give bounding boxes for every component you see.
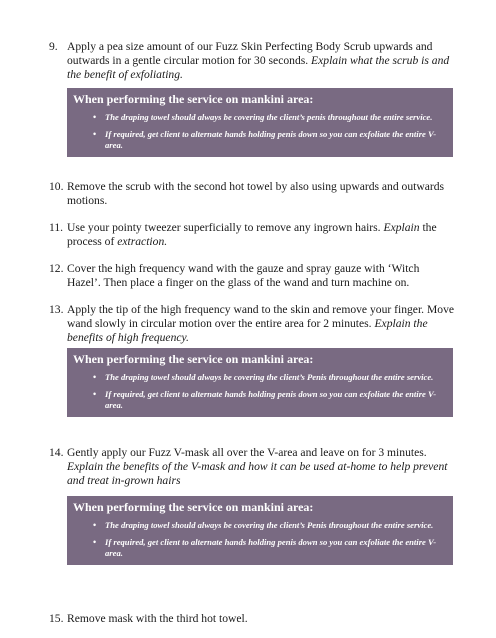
step-12 [49, 262, 454, 290]
step-number: 12. [49, 262, 64, 275]
step-text: Cover the high frequency wand with the gauze and spray gauze with ‘Witch Hazel’. Then place a finger on the glass of the wand and turn machine on. [67, 262, 420, 289]
step-italic-text: Explain the benefits of high frequency. [67, 317, 428, 344]
service-note-heading: When performing the service on mankini area: [73, 500, 314, 514]
step-text: Use your pointy tweezer superficially to remove any ingrown hairs. [67, 221, 384, 234]
service-note-item: • If required, get client to alternate hands holding penis down so you can exfoliate the entire V-area. [93, 129, 437, 150]
step-italic-text: Explain [383, 221, 420, 234]
bullet-icon: • [93, 520, 97, 530]
step-14 [49, 446, 454, 488]
service-note-box [67, 88, 453, 157]
step-text: Apply the tip of the high frequency wand to the skin and remove your finger. Move wand slowly in circular motion over the entire area for 2 minutes. [67, 303, 455, 330]
step-text: Apply a pea size amount of our Fuzz Skin Perfecting Body Scrub upwards and outwards in a gentle circular motion for 30 seconds. [67, 40, 433, 67]
step-10 [49, 180, 454, 208]
step-11 [49, 221, 454, 249]
step-number: 11. [49, 221, 64, 234]
bullet-icon: • [93, 389, 97, 399]
service-note-item: • If required, get client to alternate hands holding penis down so you can exfoliate the entire V-area. [93, 537, 437, 558]
step-number: 14. [49, 446, 64, 459]
service-note-item: • If required, get client to alternate hands holding penis down so you can exfoliate the entire V-area. [93, 389, 437, 410]
step-number: 15. [49, 612, 64, 625]
step-9 [49, 40, 454, 82]
service-note-list [73, 112, 447, 151]
step-13 [49, 303, 454, 345]
step-italic-text: Explain what the scrub is and the benefit of exfoliating. [67, 54, 450, 81]
service-note-item: • The draping towel should always be covering the client’s Penis throughout the entire service. [93, 372, 434, 382]
step-italic-text: Explain the benefits of the V-mask and how it can be used at-home to help prevent and treat in-grown hairs [67, 460, 448, 487]
service-note-heading: When performing the service on mankini area: [73, 92, 314, 106]
bullet-icon: • [93, 129, 97, 139]
step-text: Remove the scrub with the second hot towel by also using upwards and outwards motions. [67, 180, 445, 207]
step-number: 10. [49, 180, 64, 193]
service-note-box [67, 496, 453, 565]
step-text-continued: the process of [67, 221, 437, 248]
bullet-icon: • [93, 537, 97, 547]
service-note-list [73, 520, 447, 559]
service-note-box [67, 348, 453, 417]
step-italic-text-continued: extraction. [117, 235, 168, 248]
bullet-icon: • [93, 112, 97, 122]
service-note-heading: When performing the service on mankini area: [73, 352, 314, 366]
service-note-item: • The draping towel should always be covering the client’s penis throughout the entire service. [93, 112, 433, 122]
bullet-icon: • [93, 372, 97, 382]
service-note-list [73, 372, 447, 411]
step-15 [49, 612, 454, 626]
step-number: 13. [49, 303, 64, 316]
step-text: Gently apply our Fuzz V-mask all over the V-area and leave on for 3 minutes. [67, 446, 427, 459]
step-text: Remove mask with the third hot towel. [67, 612, 248, 625]
step-number: 9. [49, 40, 58, 53]
service-note-item: • The draping towel should always be covering the client’s Penis throughout the entire service. [93, 520, 434, 530]
